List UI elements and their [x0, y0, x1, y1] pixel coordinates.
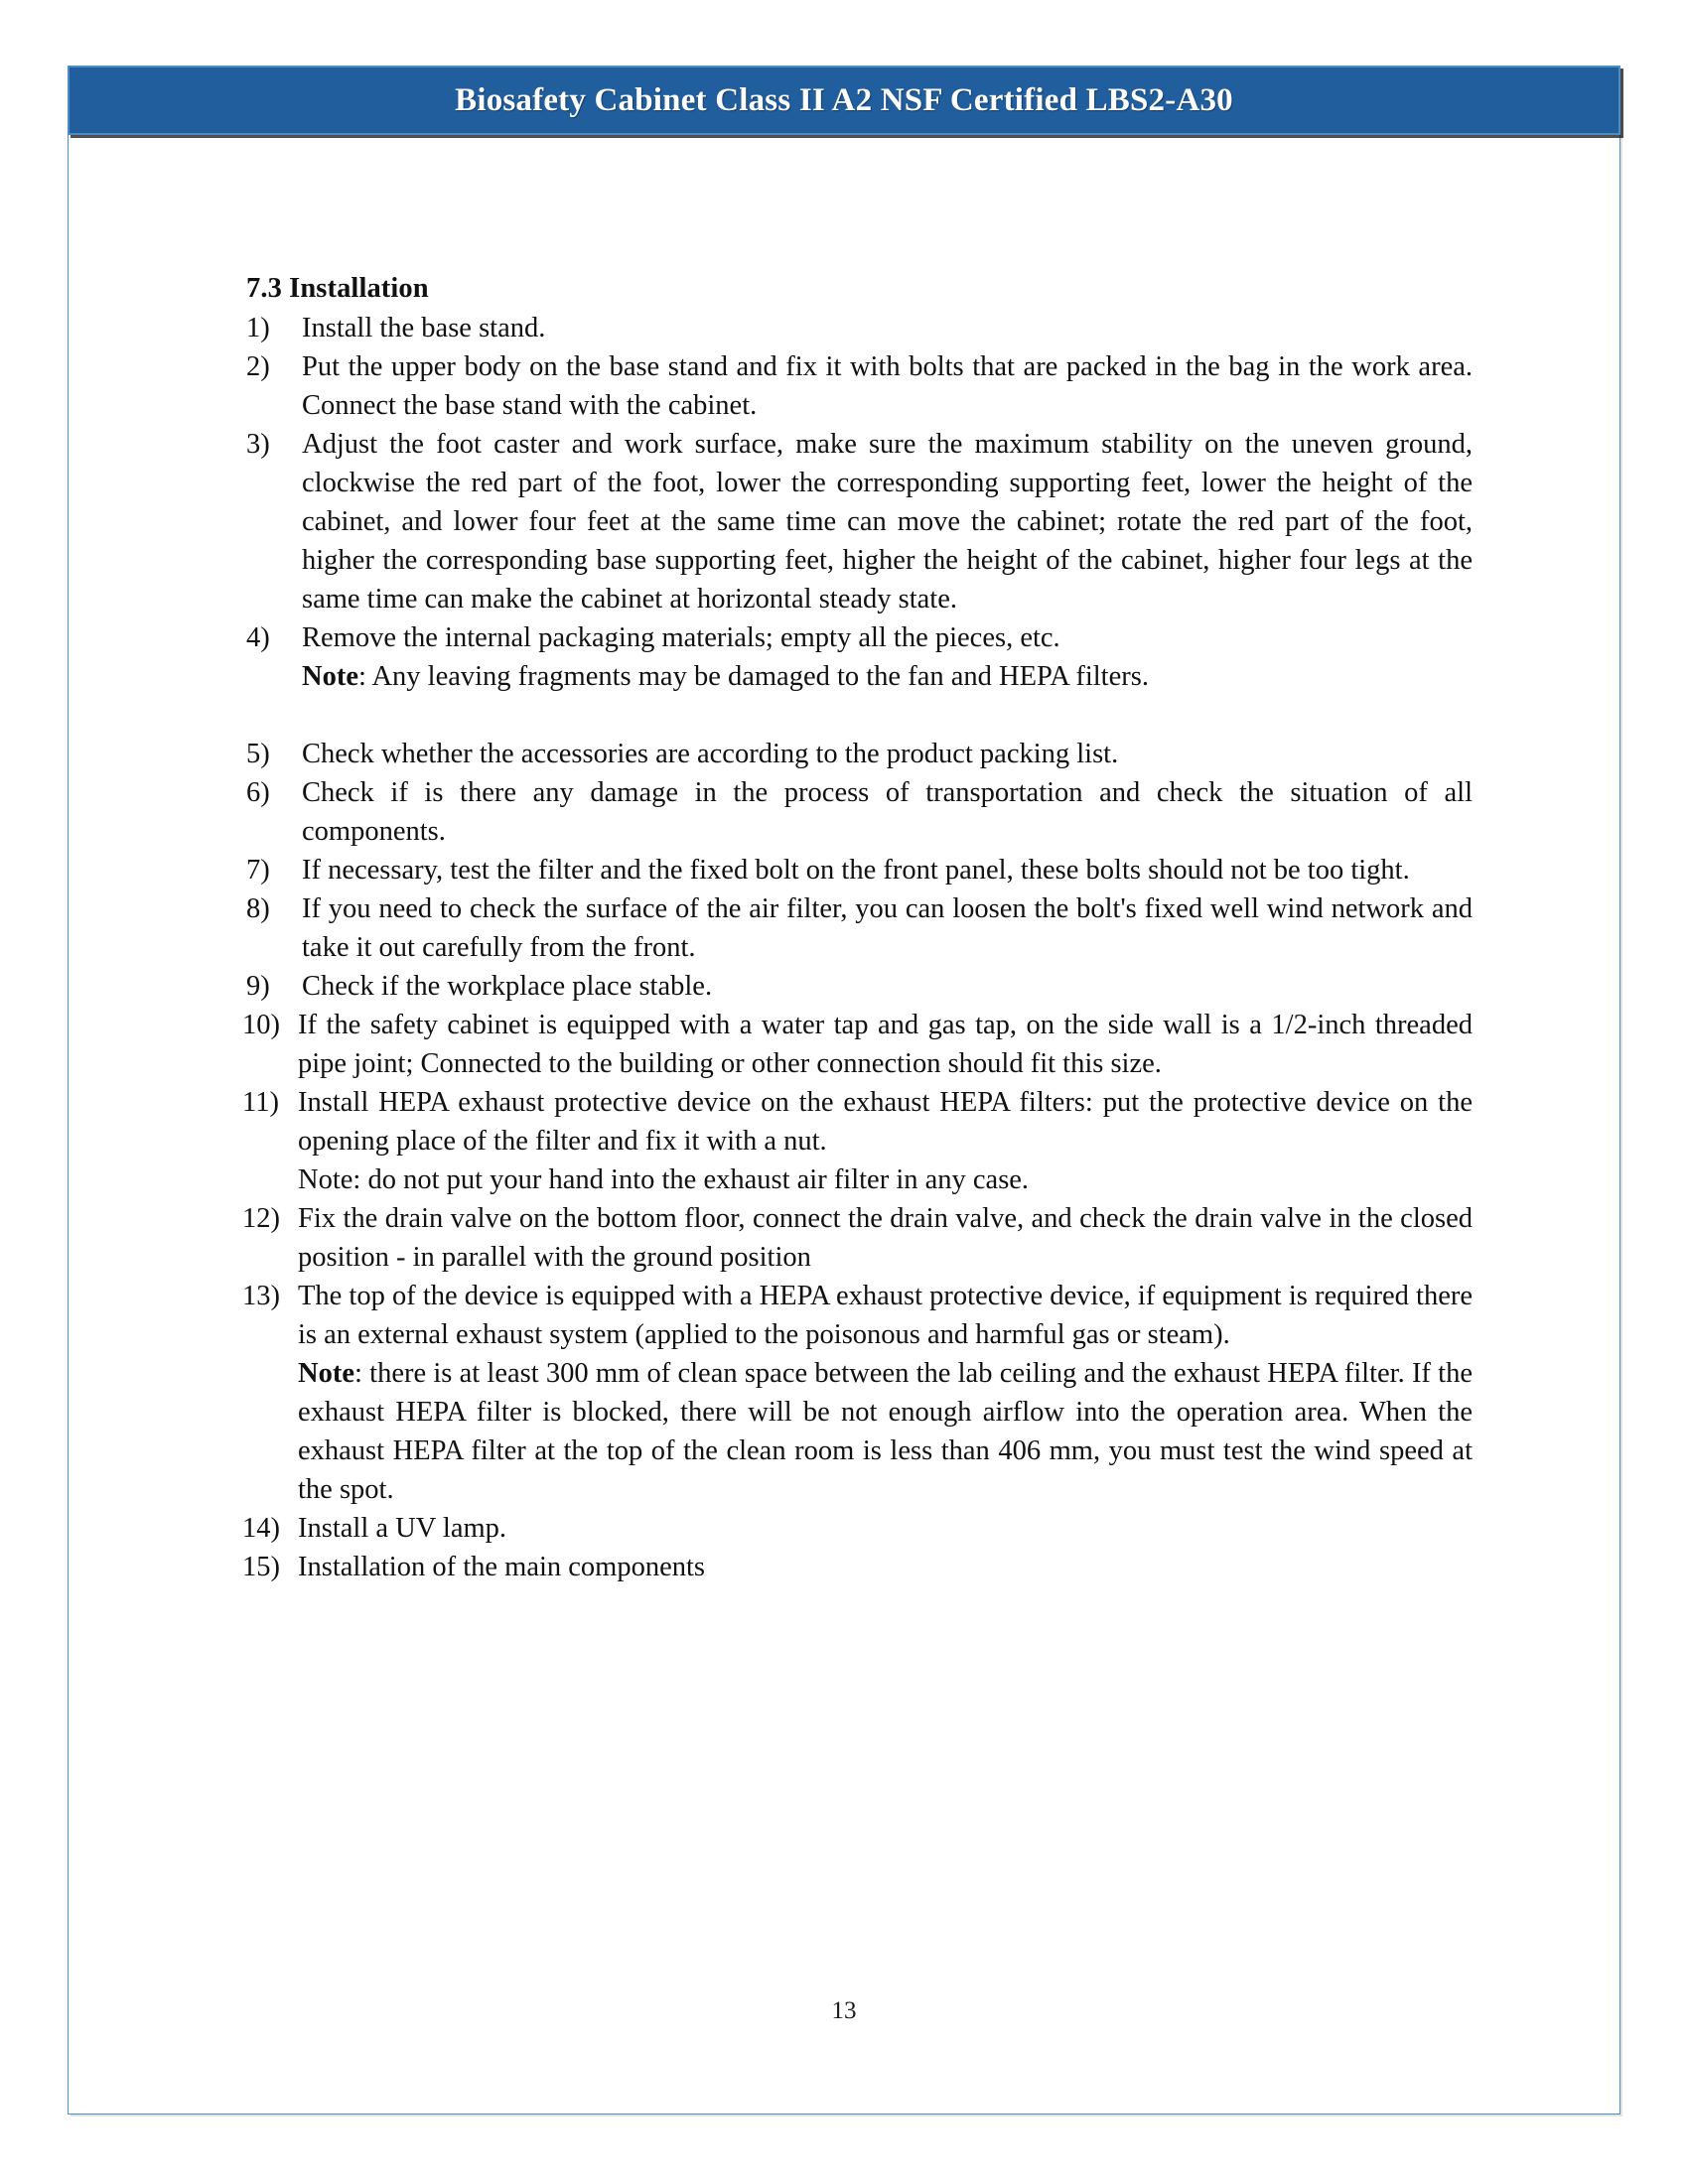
installation-step [246, 773, 1473, 851]
step-text: Check if the workplace place stable. [302, 971, 713, 1002]
step-text: Fix the drain valve on the bottom floor, connect the drain valve, and check the drain valve in the closed position - in parallel with the ground position [298, 1203, 1473, 1273]
document-body [242, 270, 1473, 1586]
step-text: Installation of the main components [298, 1552, 705, 1582]
step-number: 4) [246, 622, 270, 653]
step-text: If the safety cabinet is equipped with a water tap and gas tap, on the side wall is a 1/2-inch threaded pipe joint; Connected to the building or other connection should fit this size. [298, 1010, 1473, 1079]
document-header-banner [68, 66, 1620, 135]
step-number: 6) [246, 777, 270, 808]
step-number: 12) [242, 1203, 280, 1234]
step-text: Check whether the accessories are according to the product packing list. [302, 739, 1119, 769]
installation-step [246, 309, 1473, 347]
installation-step [242, 1548, 1473, 1586]
step-number: 13) [242, 1281, 280, 1311]
step-text: Note: do not put your hand into the exhaust air filter in any case. [298, 1164, 1030, 1195]
step-text: Check if is there any damage in the process of transportation and check the situation of all components. [302, 777, 1473, 847]
installation-step [246, 735, 1473, 773]
note-label: Note [302, 661, 358, 692]
step-text: If you need to check the surface of the air filter, you can loosen the bolt's fixed well wind network and take it out carefully from the front. [302, 893, 1473, 963]
installation-step [246, 967, 1473, 1006]
step-number: 7) [246, 855, 270, 886]
step-number: 14) [242, 1513, 280, 1544]
installation-step [242, 1006, 1473, 1083]
step-number: 11) [242, 1087, 279, 1118]
step-text: Install HEPA exhaust protective device on the exhaust HEPA filters: put the protective device on the opening place of the filter and fix it with a nut. [298, 1087, 1473, 1157]
step-text: Put the upper body on the base stand and fix it with bolts that are packed in the bag in the work area. Connect the base stand with the cabinet. [302, 351, 1473, 421]
step-number: 8) [246, 893, 270, 924]
installation-step [246, 425, 1473, 618]
installation-step [246, 347, 1473, 425]
section-heading: 7.3 Installation [246, 273, 429, 304]
note-text: : there is at least 300 mm of clean space between the lab ceiling and the exhaust HEPA filter. If the exhaust HEPA filter is blocked, there will be not enough airflow into the operation area. When the exhaust HEPA filter at the top of the clean room is less than 406 mm, you must test the wind speed at the spot. [298, 1358, 1473, 1505]
installation-step [246, 851, 1473, 889]
note-label: Note [298, 1358, 354, 1389]
step-number: 10) [242, 1010, 280, 1040]
step-text: The top of the device is equipped with a HEPA exhaust protective device, if equipment is required there is an external exhaust system (applied to the poisonous and harmful gas or steam). [298, 1281, 1473, 1350]
note-text: : Any leaving fragments may be damaged to the fan and HEPA filters. [357, 661, 1149, 692]
page-number: 13 [831, 1997, 857, 2024]
installation-step [242, 1199, 1473, 1277]
step-number: 15) [242, 1552, 280, 1582]
step-number: 9) [246, 971, 270, 1002]
step-text: If necessary, test the filter and the fixed bolt on the front panel, these bolts should not be too tight. [302, 855, 1410, 886]
step-number: 5) [246, 739, 270, 769]
installation-step [246, 889, 1473, 967]
installation-step [242, 1277, 1473, 1509]
document-title: Biosafety Cabinet Class II A2 NSF Certified LBS2-A30 [455, 81, 1233, 118]
step-note [298, 1354, 1473, 1509]
installation-steps-list [242, 309, 1473, 1586]
step-text: Install a UV lamp. [298, 1513, 507, 1544]
step-number: 3) [246, 429, 270, 460]
paragraph-spacer [302, 696, 1473, 735]
step-text: Remove the internal packaging materials; empty all the pieces, etc. [302, 622, 1060, 653]
installation-step [242, 1083, 1473, 1199]
step-number: 1) [246, 313, 270, 343]
installation-step [246, 618, 1473, 735]
step-text: Adjust the foot caster and work surface, make sure the maximum stability on the uneven ground, clockwise the red part of the foot, lower the corresponding supporting feet, lower the height of the cabinet, and lower four feet at the same time can move the cabinet; rotate the red part of the foot, higher the corresponding base supporting feet, higher the height of the cabinet, higher four legs at the same time can make the cabinet at horizontal steady state. [302, 429, 1473, 614]
step-number: 2) [246, 351, 270, 382]
step-note [302, 657, 1473, 696]
installation-step [242, 1509, 1473, 1548]
step-text: Install the base stand. [302, 313, 546, 343]
